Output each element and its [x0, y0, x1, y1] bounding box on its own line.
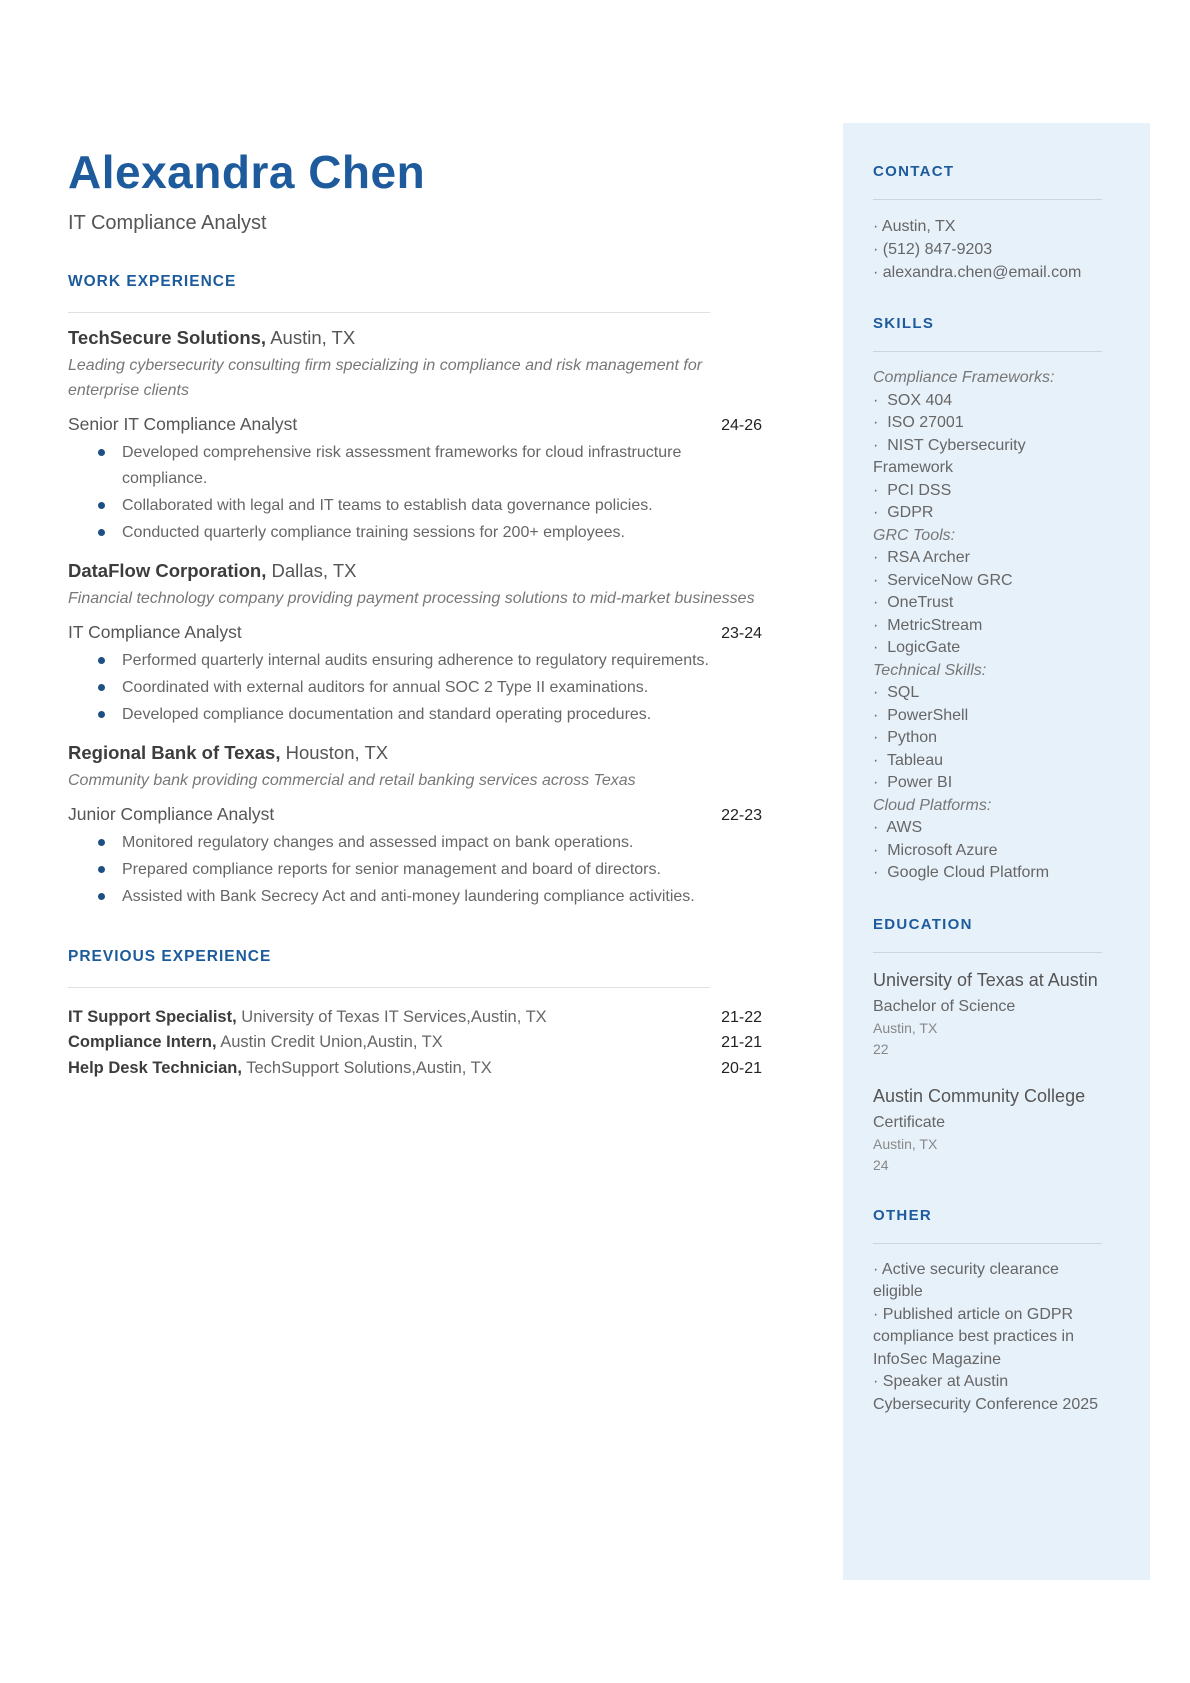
skill-item: · ISO 27001	[873, 412, 1102, 435]
sidebar-divider	[873, 351, 1102, 352]
previous-role-title: IT Support Specialist,	[68, 1007, 237, 1026]
company-location: Austin, TX	[270, 326, 356, 348]
education-entry	[873, 1084, 1102, 1176]
bullet-text: Performed quarterly internal audits ensuring adherence to regulatory requirements.	[122, 651, 709, 669]
sidebar-divider	[873, 1243, 1102, 1244]
role-title: Senior IT Compliance Analyst	[68, 413, 298, 434]
bullet-list	[68, 648, 718, 728]
role-title: Junior Compliance Analyst	[68, 803, 275, 824]
bullet-item	[98, 857, 718, 883]
skill-item: · Google Cloud Platform	[873, 862, 1102, 885]
bullet-item	[98, 440, 718, 492]
company-description: Community bank providing commercial and retail banking services across Texas	[68, 771, 636, 789]
skill-item: · PCI DSS	[873, 480, 1102, 503]
company-location: Houston, TX	[285, 741, 389, 763]
sidebar-section-contact	[873, 163, 1102, 284]
bullet-icon	[98, 657, 105, 664]
bullet-text: Monitored regulatory changes and assessed impact on bank operations.	[122, 833, 634, 851]
role-row	[68, 804, 762, 825]
previous-role-text	[68, 1005, 547, 1030]
bullet-item	[98, 675, 718, 701]
previous-role-row	[68, 1005, 762, 1031]
company-description: Leading cybersecurity consulting firm specializing in compliance and risk management for enterprise clients	[68, 356, 703, 399]
sidebar-section-skills	[873, 315, 1102, 885]
section-heading-work-experience: WORK EXPERIENCE	[68, 272, 237, 290]
skill-item: · SQL	[873, 682, 1102, 705]
school-name: University of Texas at Austin	[873, 969, 1098, 990]
company-name: Regional Bank of Texas,	[68, 741, 281, 763]
previous-role-dates: 20-21	[721, 1059, 762, 1077]
section-heading-education: EDUCATION	[873, 915, 973, 933]
bullet-text: Coordinated with external auditors for annual SOC 2 Type II examinations.	[122, 678, 649, 696]
bullet-item	[98, 830, 718, 856]
school-year: 24	[873, 1156, 889, 1173]
previous-role-title: Compliance Intern,	[68, 1033, 217, 1052]
skill-item: · RSA Archer	[873, 547, 1102, 570]
skill-item: · OneTrust	[873, 592, 1102, 615]
other-item: · Speaker at Austin Cybersecurity Conference 2025	[873, 1371, 1102, 1416]
sidebar	[843, 123, 1150, 1580]
bullet-item	[98, 884, 718, 910]
previous-role-org: Austin Credit Union,Austin, TX	[220, 1033, 443, 1052]
previous-role-dates: 21-22	[721, 1008, 762, 1026]
previous-role-org: TechSupport Solutions,Austin, TX	[246, 1058, 492, 1077]
school-location: Austin, TX	[873, 1135, 938, 1152]
skill-group-label: Cloud Platforms:	[873, 796, 992, 814]
role-dates: 22-23	[721, 806, 762, 824]
section-divider	[68, 987, 710, 988]
previous-role-text	[68, 1030, 443, 1055]
bullet-item	[98, 702, 718, 728]
previous-role-row	[68, 1056, 762, 1082]
bullet-icon	[98, 529, 105, 536]
skill-group-label: Technical Skills:	[873, 661, 987, 679]
bullet-icon	[98, 866, 105, 873]
skill-item: · ServiceNow GRC	[873, 570, 1102, 593]
company-description: Financial technology company providing payment processing solutions to mid-market businesses	[68, 589, 755, 607]
skill-item: · PowerShell	[873, 705, 1102, 728]
other-item: · Published article on GDPR compliance best practices in InfoSec Magazine	[873, 1304, 1102, 1372]
other-item: · Active security clearance eligible	[873, 1259, 1102, 1304]
skill-item: · GDPR	[873, 502, 1102, 525]
previous-role-dates: 21-21	[721, 1034, 762, 1052]
bullet-text: Developed comprehensive risk assessment frameworks for cloud infrastructure compliance.	[122, 443, 682, 487]
previous-role-row	[68, 1030, 762, 1056]
skill-item: · MetricStream	[873, 615, 1102, 638]
school-location: Austin, TX	[873, 1019, 938, 1036]
skill-item: · Tableau	[873, 750, 1102, 773]
previous-role-text	[68, 1056, 492, 1081]
bullet-icon	[98, 839, 105, 846]
bullet-text: Assisted with Bank Secrecy Act and anti-money laundering compliance activities.	[122, 887, 695, 905]
role-dates: 23-24	[721, 624, 762, 642]
previous-role-org: University of Texas IT Services,Austin, TX	[241, 1007, 547, 1026]
sidebar-divider	[873, 952, 1102, 953]
bullet-text: Collaborated with legal and IT teams to establish data governance policies.	[122, 496, 653, 514]
previous-role-title: Help Desk Technician,	[68, 1058, 242, 1077]
skill-item: · Power BI	[873, 772, 1102, 795]
skill-item: · NIST Cybersecurity Framework	[873, 435, 1102, 480]
skill-item: · LogicGate	[873, 637, 1102, 660]
bullet-icon	[98, 684, 105, 691]
education-entry	[873, 968, 1102, 1060]
bullet-list	[68, 440, 718, 546]
bullet-text: Prepared compliance reports for senior management and board of directors.	[122, 860, 661, 878]
job-title: IT Compliance Analyst	[68, 211, 267, 234]
sidebar-section-education	[873, 916, 1102, 1176]
role-row	[68, 414, 762, 435]
bullet-list	[68, 830, 718, 910]
bullet-text: Conducted quarterly compliance training sessions for 200+ employees.	[122, 523, 625, 541]
school-name: Austin Community College	[873, 1085, 1086, 1106]
bullet-item	[98, 493, 718, 519]
role-title: IT Compliance Analyst	[68, 621, 242, 642]
bullet-item	[98, 520, 718, 546]
section-heading-contact: CONTACT	[873, 163, 955, 180]
sidebar-section-other	[873, 1207, 1102, 1417]
bullet-icon	[98, 711, 105, 718]
school-degree: Bachelor of Science	[873, 997, 1016, 1015]
bullet-item	[98, 648, 718, 674]
previous-experience-list	[68, 1005, 762, 1082]
skill-item: · AWS	[873, 817, 1102, 840]
role-dates: 24-26	[721, 416, 762, 434]
bullet-icon	[98, 449, 105, 456]
skill-item: · SOX 404	[873, 390, 1102, 413]
bullet-text: Developed compliance documentation and standard operating procedures.	[122, 705, 652, 723]
sidebar-divider	[873, 199, 1102, 200]
company-name: TechSecure Solutions,	[68, 326, 267, 348]
skill-group-label: Compliance Frameworks:	[873, 369, 1055, 386]
bullet-icon	[98, 893, 105, 900]
company-heading	[68, 326, 762, 350]
company-name: DataFlow Corporation,	[68, 559, 267, 581]
main-column	[68, 0, 762, 1081]
page-title: Alexandra Chen	[68, 146, 426, 198]
school-degree: Certificate	[873, 1113, 946, 1131]
skill-item: · Microsoft Azure	[873, 840, 1102, 863]
section-heading-skills: SKILLS	[873, 315, 935, 332]
section-heading-previous-experience: PREVIOUS EXPERIENCE	[68, 947, 272, 965]
company-heading	[68, 741, 762, 765]
contact-location: · Austin, TX	[873, 215, 1102, 238]
company-heading	[68, 559, 762, 583]
section-heading-other: OTHER	[873, 1206, 932, 1224]
skill-item: · Python	[873, 727, 1102, 750]
role-row	[68, 622, 762, 643]
contact-phone: · (512) 847-9203	[873, 238, 1102, 261]
bullet-icon	[98, 502, 105, 509]
skill-group-label: GRC Tools:	[873, 526, 956, 544]
contact-email: · alexandra.chen@email.com	[873, 261, 1102, 284]
section-divider	[68, 312, 710, 313]
school-year: 22	[873, 1040, 889, 1057]
company-location: Dallas, TX	[271, 559, 357, 581]
